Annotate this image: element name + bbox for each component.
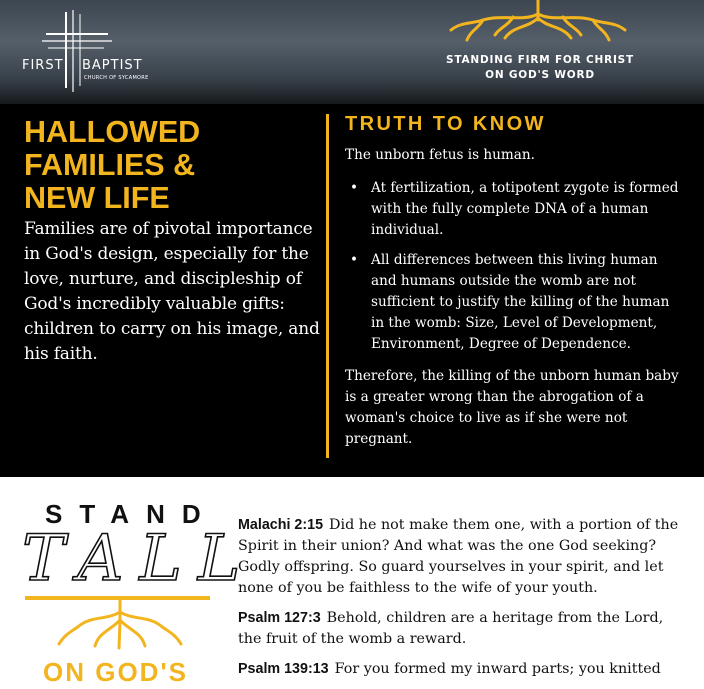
heading-line1: HALLOWED [24,115,201,149]
section-heading [24,116,200,215]
verse-ref: Malachi 2:15 [238,517,324,533]
church-logo[interactable] [18,8,158,98]
cross-icon [18,8,128,98]
intro-paragraph: Families are of pivotal importance in God's design, especially for the love, nurture, and discipleship of God's incredibly valuable gifts: children to carry on his image, and his faith. [24,219,320,364]
verse [238,659,688,680]
gold-divider [326,114,329,458]
bullet-icon: • [350,180,359,196]
truth-title: TRUTH TO KNOW [345,113,546,135]
tagline [410,53,670,83]
truth-conclusion: Therefore, the killing of the unborn human baby is a greater wrong than the abrogation of a woman's choice to live as if she were not pregnant. [345,368,679,447]
golden-roots-icon [55,600,185,652]
truth-bullet-text: At fertilization, a totipotent zygote is formed with the fully complete DNA of a human individual. [371,180,679,238]
verse-ref: Psalm 127:3 [238,610,321,626]
heading-line2: FAMILIES & [24,148,196,182]
truth-bullet [345,178,685,241]
badge-on-gods: ON GOD'S [43,657,188,687]
verse-text: Did he not make them one, with a portion of the Spirit in their union? And what was the one God seeking? Godly offspring. So guard yourselves in your spirit, and let none of you be faithless to the wife of your youth. [238,517,679,596]
verse-text: For you formed my inward parts; you knitted [334,661,661,677]
verse-text: Behold, children are a heritage from the Lord, the fruit of the womb a reward. [238,610,664,647]
golden-roots-icon [443,0,633,48]
tagline-line1: STANDING FIRM FOR CHRIST [445,54,635,66]
logo-subline: CHURCH OF SYCAMORE [84,75,149,81]
truth-bullet [345,250,685,355]
heading-line3: NEW LIFE [24,181,170,215]
bullet-icon: • [350,252,359,268]
verse [238,608,688,650]
logo-name-first: FIRST [22,58,64,73]
truth-lead: The unborn fetus is human. [345,147,535,163]
truth-bullets [345,178,685,364]
badge-tall-text: TALL [22,522,257,596]
badge-tall [18,520,257,596]
truth-bullet-text: All differences between this living human and humans outside the womb are not sufficient to justify the killing of the human in the womb: Size, Level of Development, Environment, Degree of Dependence. [371,252,670,352]
verse-ref: Psalm 139:13 [238,661,329,677]
logo-name-second: BAPTIST [82,58,143,73]
badge-stand: STAND [45,499,218,529]
verse [238,515,688,599]
verse-list [238,515,688,689]
tagline-line2: ON GOD'S WORD [485,69,595,81]
